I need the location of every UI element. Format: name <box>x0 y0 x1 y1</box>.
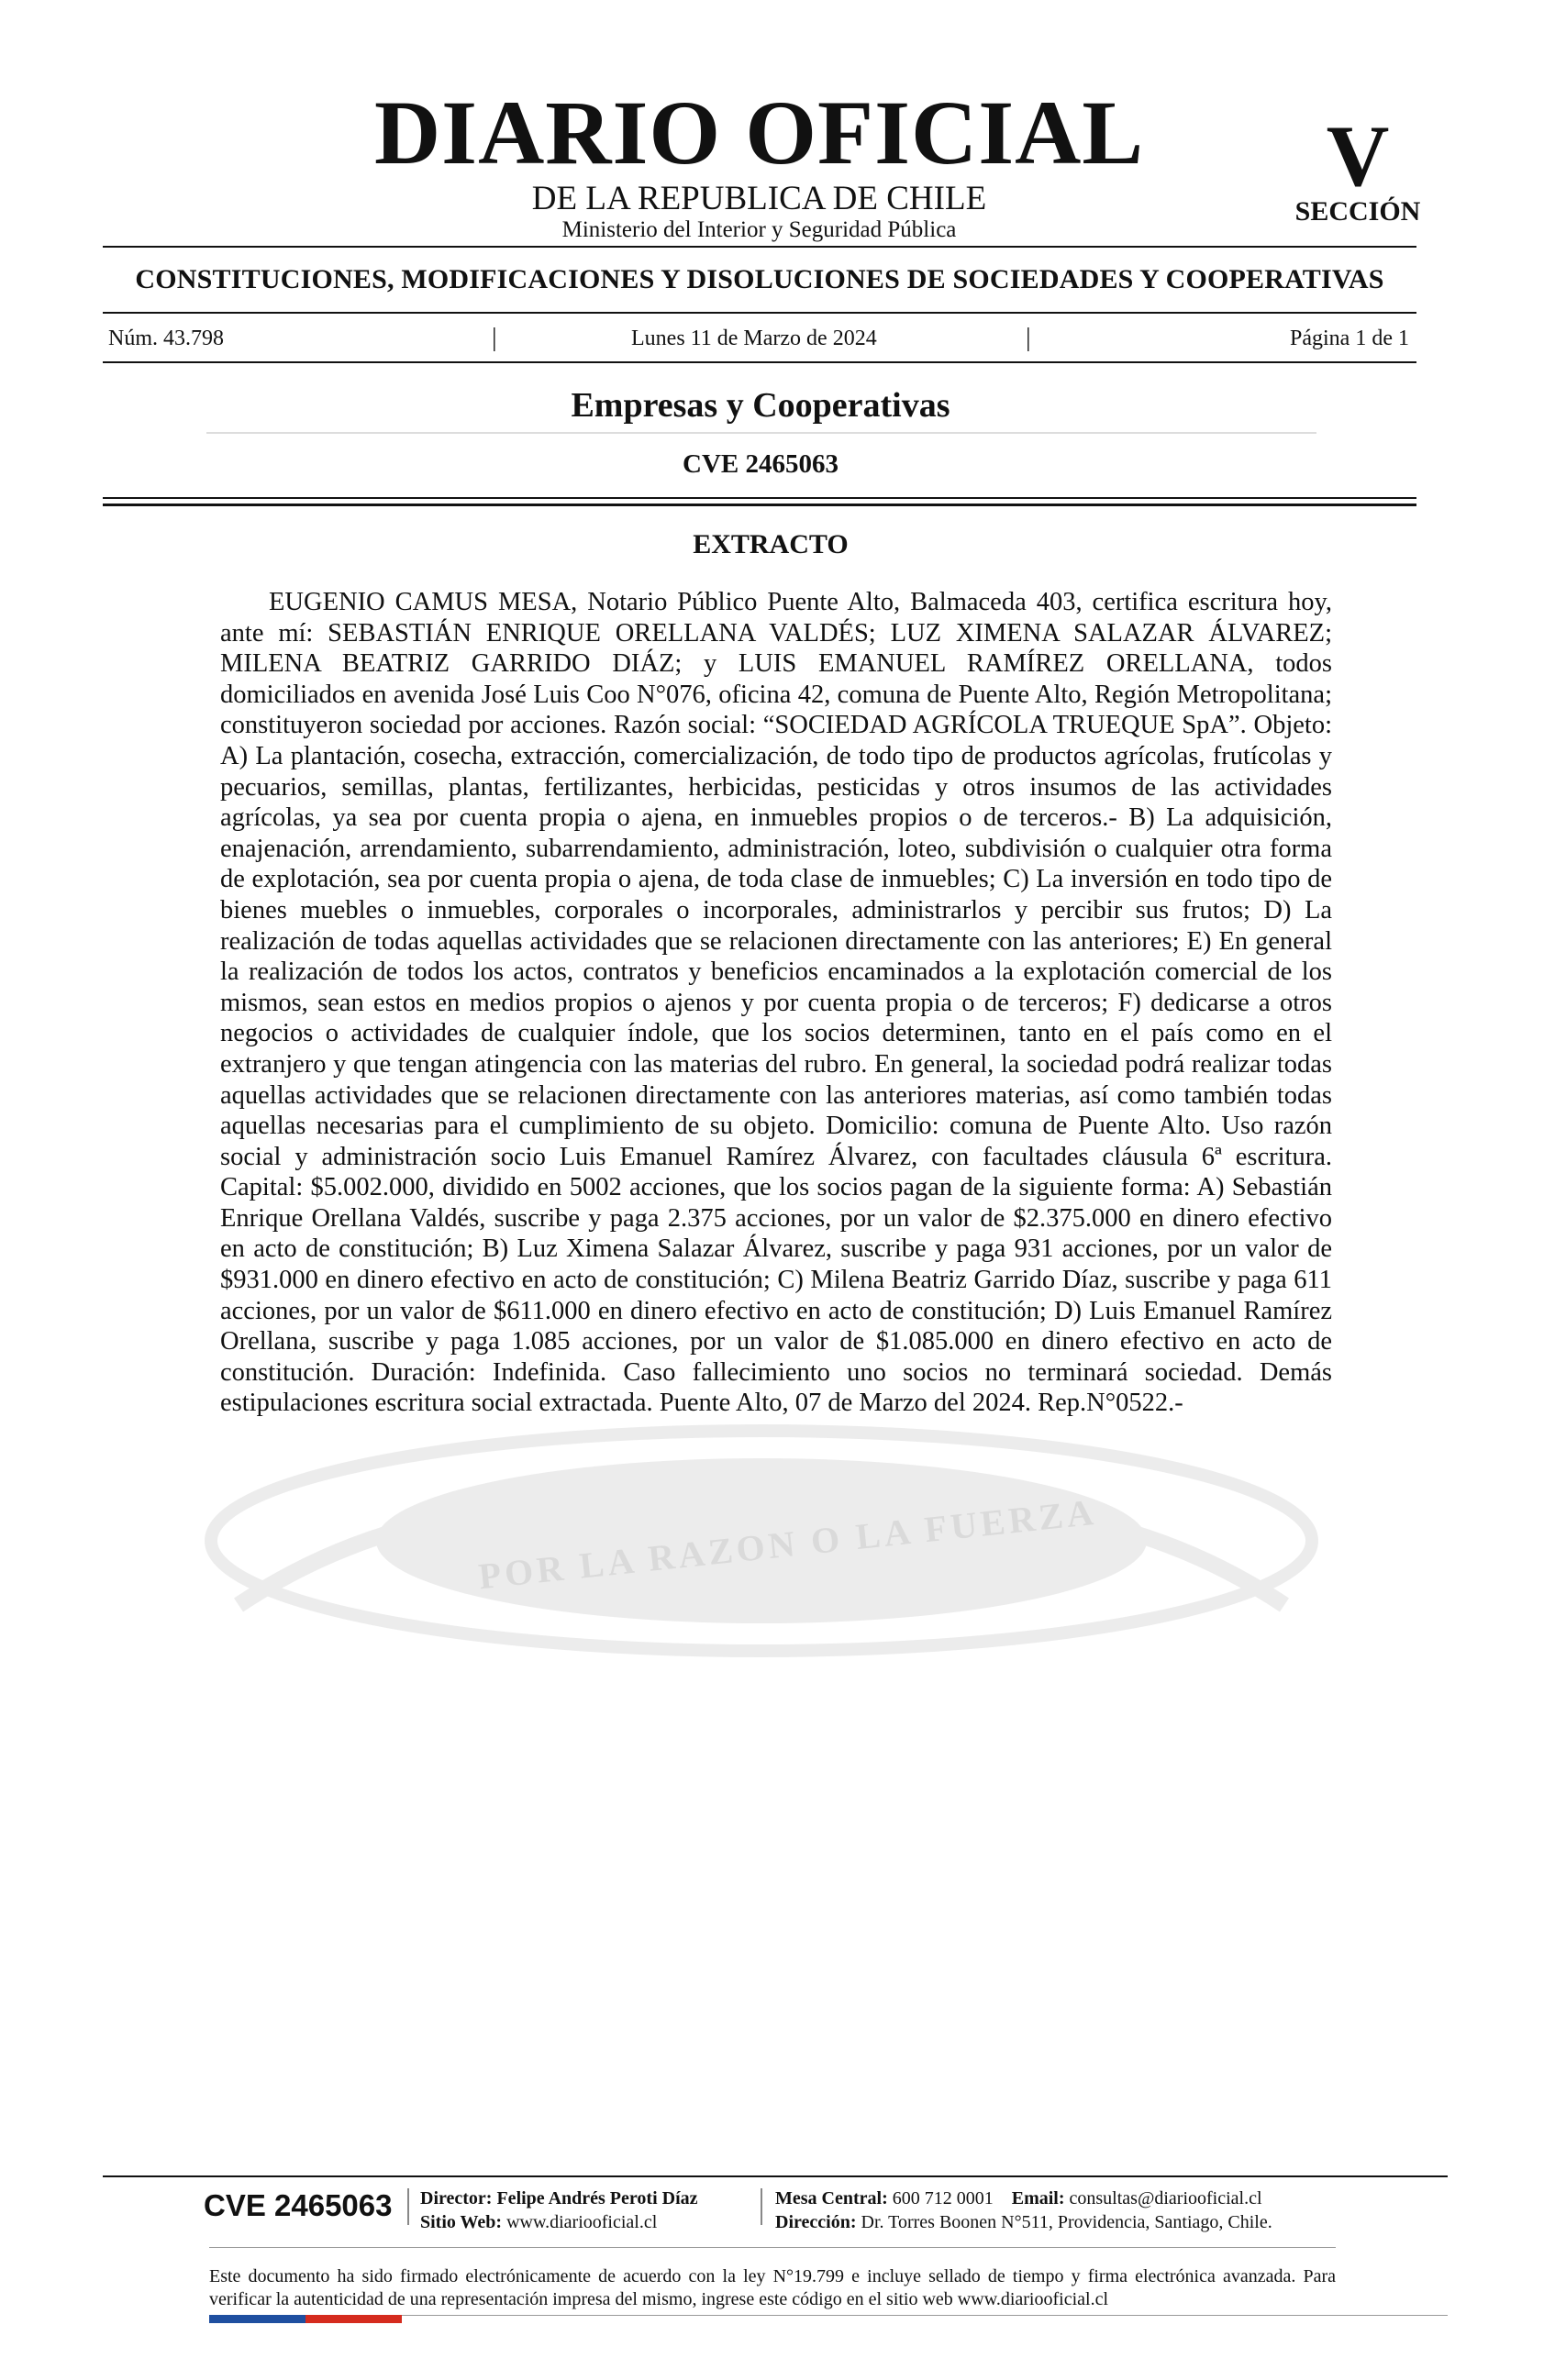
flag-stripe-blue <box>209 2315 305 2323</box>
web-label: Sitio Web: <box>420 2212 503 2232</box>
masthead-title: DIARIO OFICIAL <box>373 82 1145 183</box>
masthead-subtitle: DE LA REPUBLICA DE CHILE <box>531 180 987 217</box>
page-count: Página 1 de 1 <box>1290 327 1409 350</box>
footer-cve-code: CVE 2465063 <box>204 2188 393 2222</box>
category-divider <box>206 432 1316 434</box>
web-url[interactable]: www.diariooficial.cl <box>506 2212 658 2232</box>
header-rule-top <box>103 246 1416 248</box>
phone-label: Mesa Central: <box>775 2188 888 2208</box>
cve-code: CVE 2465063 <box>683 449 839 479</box>
issue-date: Lunes 11 de Marzo de 2024 <box>631 327 877 350</box>
issue-info-bar <box>108 324 1411 358</box>
section-banner: CONSTITUCIONES, MODIFICACIONES Y DISOLUCIONES DE SOCIEDADES Y COOPERATIVAS <box>135 264 1384 294</box>
category-title: Empresas y Cooperativas <box>571 386 950 425</box>
issue-number: Núm. 43.798 <box>108 327 224 350</box>
separator-left: | <box>492 324 497 352</box>
email-address[interactable]: consultas@diariooficial.cl <box>1069 2188 1262 2208</box>
masthead-ministry: Ministerio del Interior y Seguridad Pública <box>561 217 957 242</box>
address-label: Dirección: <box>775 2212 857 2232</box>
document-title: EXTRACTO <box>693 529 849 559</box>
email-label: Email: <box>1011 2188 1065 2208</box>
director-name: Felipe Andrés Peroti Díaz <box>496 2188 698 2208</box>
footer-rule-mid <box>209 2247 1336 2248</box>
phone-number: 600 712 0001 <box>892 2188 994 2208</box>
section-label: SECCIÓN <box>1294 196 1421 227</box>
address-text: Dr. Torres Boonen N°511, Providencia, Santiago, Chile. <box>861 2212 1272 2232</box>
info-rule <box>103 361 1416 363</box>
section-indicator <box>1280 107 1436 227</box>
double-rule-top <box>103 497 1416 499</box>
watermark-motto: POR LA RAZON O LA FUERZA <box>476 1490 1099 1598</box>
director-label: Director: <box>420 2188 493 2208</box>
footer-divider-1 <box>407 2188 409 2225</box>
banner-rule <box>103 312 1416 314</box>
footer-rule-top <box>103 2175 1448 2177</box>
document-body: EUGENIO CAMUS MESA, Notario Público Puente Alto, Balmaceda 403, certifica escritura hoy, ante mí: SEBASTIÁN ENRIQUE ORELLANA VALDÉS; LUZ XIMENA SALAZAR ÁLVAREZ; MILENA BEATRIZ GARRIDO DIÁZ; y LUIS EMANUEL RAMÍREZ ORELLANA, todos domiciliados en avenida José Luis Coo N°076, oficina 42, comuna de Puente Alto, Región Metropolitana; constituyeron sociedad por acciones. Razón social: “SOCIEDAD AGRÍCOLA TRUEQUE SpA”. Objeto: A) La plantación, cosecha, extracción, comercialización, de todo tipo de productos agrícolas, frutícolas y pecuarios, semillas, plantas, fertilizantes, herbicidas, pesticidas y otros insumos de las actividades agrícolas, ya sea por cuenta propia o ajena, en inmuebles propios o de terceros.- B) La adquisición, enajenación, arrendamiento, subarrendamiento, administración, loteo, subdivisión o cualquier otra forma de explotación, sea por cuenta propia o ajena, de toda clase de inmuebles; C) La inversión en todo tipo de bienes muebles o inmuebles, corporales o incorporales, administrarlos y percibir sus frutos; D) La realización de todas aquellas actividades que se relacionen directamente con las anteriores; E) En general la realización de todos los actos, contratos y beneficios encaminados a la explotación comercial de los mismos, sean estos en medios propios o ajenos y por cuenta propia o de terceros; F) dedicarse a otros negocios o actividades de cualquier índole, que los socios determinen, tanto en el país como en el extranjero y que tengan atingencia con las materias del rubro. En general, la sociedad podrá realizar todas aquellas actividades que se relacionen directamente con las anteriores materias, así como también todas aquellas necesarias para el cumplimiento de su objeto. Domicilio: comuna de Puente Alto. Uso razón social y administración socio Luis Emanuel Ramírez Álvarez, con facultades cláusula 6ª escritura. Capital: $5.002.000, dividido en 5002 acciones, que los socios pagan de la siguiente forma: A) Sebastián Enrique Orellana Valdés, suscribe y paga 2.375 acciones, por un valor de $2.375.000 en dinero efectivo en acto de constitución; B) Luz Ximena Salazar Álvarez, suscribe y paga 931 acciones, por un valor de $931.000 en dinero efectivo en acto de constitución; C) Milena Beatriz Garrido Díaz, suscribe y paga 611 acciones, por un valor de $611.000 en dinero efectivo en acto de constitución; D) Luis Emanuel Ramírez Orellana, suscribe y paga 1.085 acciones, por un valor de $1.085.000 en dinero efectivo en acto de constitución. Duración: Indefinida. Caso fallecimiento uno socios no terminará sociedad. Demás estipulaciones escritura social extractada. Puente Alto, 07 de Marzo del 2024. Rep.N°0522.- <box>220 588 1332 1418</box>
double-rule-bottom <box>103 504 1416 506</box>
flag-stripe-red <box>305 2315 402 2323</box>
footer-legal-notice: Este documento ha sido firmado electrónicamente de acuerdo con la ley N°19.799 e incluye sellado de tiempo y firma electrónica avanzada. Para verificar la autenticidad de una representación impresa del mismo, ingrese este código en el sitio web www.diariooficial.cl <box>209 2266 1336 2309</box>
footer-director-block <box>420 2186 698 2234</box>
footer-contact-block <box>775 2186 1272 2234</box>
separator-right: | <box>1026 324 1031 352</box>
footer-divider-2 <box>761 2188 762 2225</box>
section-letter: V <box>1326 107 1390 205</box>
